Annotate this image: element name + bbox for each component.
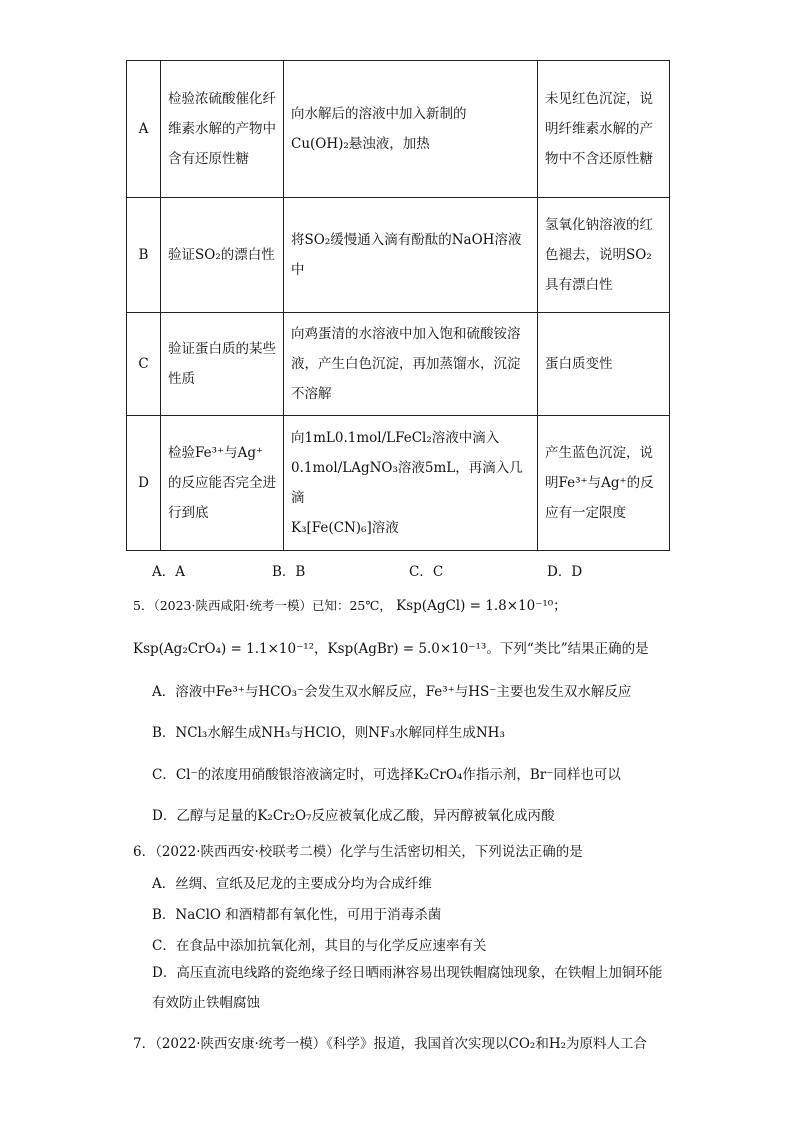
q5-source: 5．（2023·陕西咸阳·统考一模）已知：25℃，: [133, 598, 392, 613]
q4-option-a[interactable]: A．A: [152, 564, 185, 580]
q6-option-b[interactable]: B．NaClO 和酒精都有氧化性，可用于消毒杀菌: [152, 907, 442, 923]
operation-line: Cu(OH)₂悬浊液，加热: [291, 136, 430, 152]
table-row: [127, 313, 670, 416]
row-label: A: [127, 61, 161, 198]
q6-stem: 6．（2022·陕西西安·校联考二模）化学与生活密切相关，下列说法正确的是: [133, 844, 583, 860]
table-row: [127, 198, 670, 313]
experiment-operation: 将SO₂缓慢通入滴有酚酞的NaOH溶液中: [284, 198, 538, 313]
experiment-conclusion: 未见红色沉淀，说明纤维素水解的产物中不含还原性糖: [538, 61, 670, 198]
experiment-operation: [284, 416, 538, 551]
q4-option-d[interactable]: D．D: [547, 564, 583, 580]
experiment-conclusion: 蛋白质变性: [538, 313, 670, 416]
q5-option-d[interactable]: D．乙醇与足量的K₂Cr₂O₇反应被氧化成乙酸，异丙醇被氧化成丙酸: [152, 808, 555, 824]
q4-option-c[interactable]: C．C: [409, 564, 444, 580]
table-row: [127, 61, 670, 198]
operation-line: 向1mL0.1mol/LFeCl₂溶液中滴入: [291, 430, 500, 446]
experiment-operation: [284, 61, 538, 198]
row-label: D: [127, 416, 161, 551]
q4-options: [152, 560, 672, 580]
q5-ksp-agcl: Ksp(AgCl) = 1.8×10⁻¹⁰；: [396, 598, 567, 614]
q5-option-a[interactable]: A．溶液中Fe³⁺与HCO₃⁻会发生双水解反应，Fe³⁺与HS⁻主要也发生双水解反应: [152, 684, 632, 700]
q6-option-c[interactable]: C．在食品中添加抗氧化剂，其目的与化学反应速率有关: [152, 938, 487, 954]
q7-stem: 7．（2022·陕西安康·统考一模）《科学》报道，我国首次实现以CO₂和H₂为原料人工合: [133, 1036, 648, 1052]
operation-line: K₃[Fe(CN)₆]溶液: [291, 520, 399, 536]
experiment-conclusion: 产生蓝色沉淀，说明Fe³⁺与Ag⁺的反应有一定限度: [538, 416, 670, 551]
experiment-purpose: 检验浓硫酸催化纤维素水解的产物中含有还原性糖: [161, 61, 284, 198]
q5-option-b[interactable]: B．NCl₃水解生成NH₃与HClO，则NF₃水解同样生成NH₃: [152, 725, 505, 741]
q4-option-b[interactable]: B．B: [272, 564, 306, 580]
q6-option-d[interactable]: D．高压直流电线路的瓷绝缘子经日晒雨淋容易出现铁帽腐蚀现象，在铁帽上加铜环能有效防止铁帽腐蚀: [152, 965, 663, 1011]
operation-line: 0.1mol/LAgNO₃溶液5mL，再滴入几滴: [291, 460, 523, 506]
q5-option-c[interactable]: C．Cl⁻的浓度用硝酸银溶液滴定时，可选择K₂CrO₄作指示剂，Br⁻同样也可以: [152, 767, 621, 783]
experiment-purpose: 验证SO₂的漂白性: [161, 198, 284, 313]
q5-stem: [133, 594, 567, 614]
experiment-purpose: 验证蛋白质的某些性质: [161, 313, 284, 416]
q6-option-a[interactable]: A．丝绸、宣纸及尼龙的主要成分均为合成纤维: [152, 876, 432, 892]
q5-ksp-line: Ksp(Ag₂CrO₄) = 1.1×10⁻¹²，Ksp(AgBr) = 5.0×10⁻¹³。下列“类比”结果正确的是: [133, 641, 649, 657]
experiment-operation: 向鸡蛋清的水溶液中加入饱和硫酸铵溶液，产生白色沉淀，再加蒸馏水，沉淀不溶解: [284, 313, 538, 416]
experiment-conclusion: 氢氧化钠溶液的红色褪去，说明SO₂具有漂白性: [538, 198, 670, 313]
row-label: B: [127, 198, 161, 313]
row-label: C: [127, 313, 161, 416]
experiment-purpose: 检验Fe³⁺与Ag⁺的反应能否完全进行到底: [161, 416, 284, 551]
operation-line: 向水解后的溶液中加入新制的: [291, 106, 467, 122]
table-row: [127, 416, 670, 551]
experiment-table: [126, 60, 670, 551]
